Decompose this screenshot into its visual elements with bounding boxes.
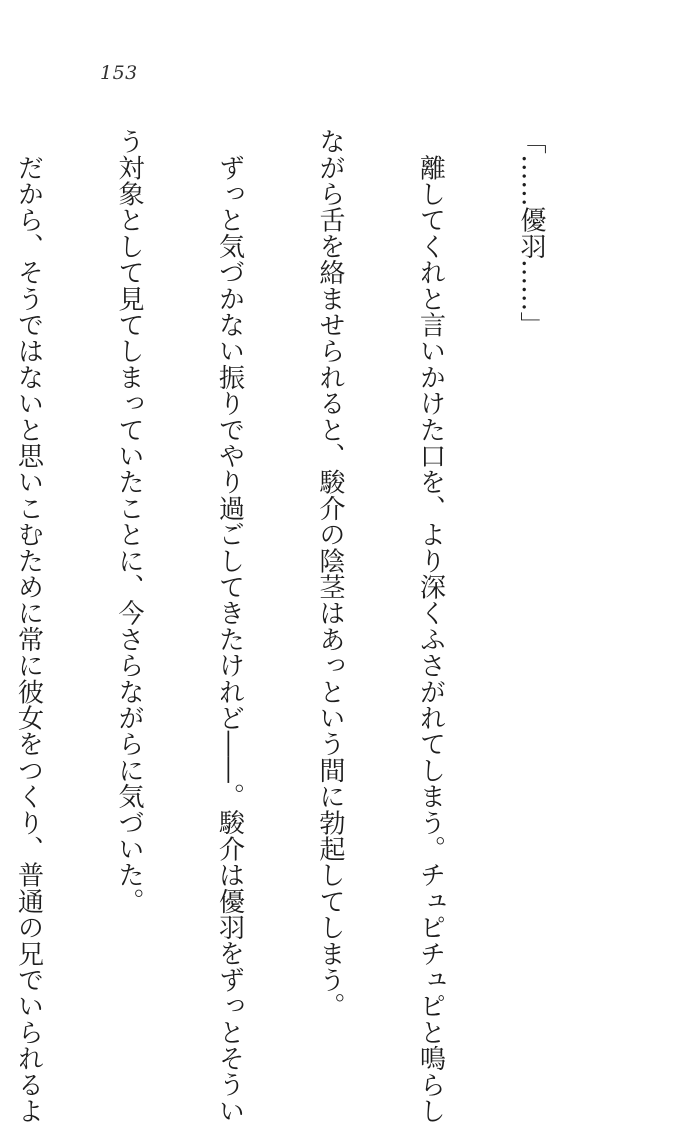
text-line: 「……優羽……」 [516, 128, 546, 338]
text-line: ずっと気づかない振りでやり過ごしてきたけれど――。駿介は優羽をずっとそうい [214, 128, 245, 1124]
text-line: 離してくれと言いかけた口を、より深くふさがれてしまう。チュピチュピと鳴らし [415, 128, 446, 1124]
vertical-text-body [0, 128, 614, 1124]
text-line: ながら舌を絡ませられると、駿介の陰茎はあっという間に勃起してしまう。 [315, 128, 345, 1019]
text-line: う対象として見てしまっていたことに、今さらながらに気づいた。 [114, 128, 144, 914]
text-line: だから、そうではないと思いこむために常に彼女をつくり、普通の兄でいられるよ [13, 128, 44, 1124]
page-number: 153 [100, 62, 138, 84]
